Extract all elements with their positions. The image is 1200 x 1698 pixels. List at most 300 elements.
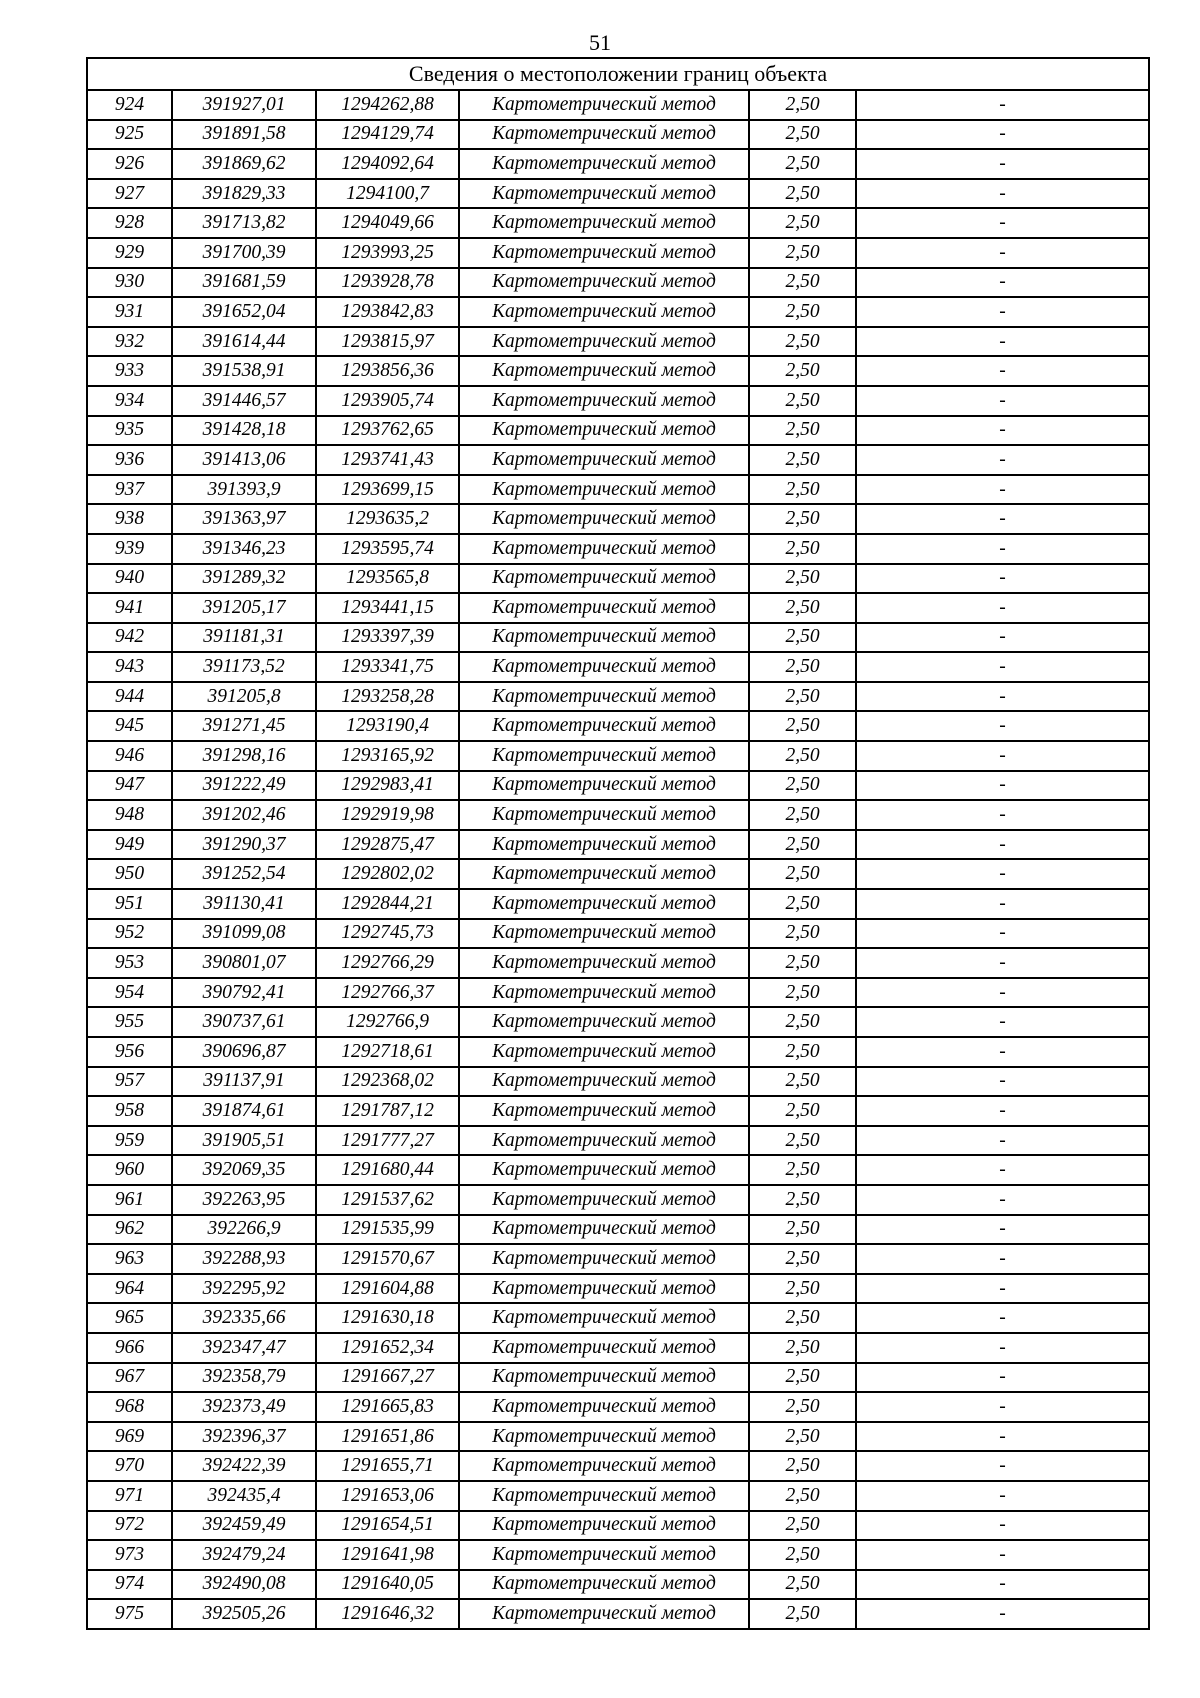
accuracy-cell: 2,50 [749,711,856,741]
point-number-cell: 961 [87,1185,172,1215]
method-cell: Картометрический метод [459,504,749,534]
accuracy-cell: 2,50 [749,1570,856,1600]
method-cell: Картометрический метод [459,889,749,919]
y-coordinate-cell: 1293397,39 [316,623,459,653]
accuracy-cell: 2,50 [749,889,856,919]
method-cell: Картометрический метод [459,534,749,564]
accuracy-cell: 2,50 [749,652,856,682]
accuracy-cell: 2,50 [749,1451,856,1481]
point-number-cell: 967 [87,1363,172,1393]
y-coordinate-cell: 1292766,37 [316,978,459,1008]
y-coordinate-cell: 1294092,64 [316,149,459,179]
method-cell: Картометрический метод [459,1570,749,1600]
method-cell: Картометрический метод [459,741,749,771]
note-cell: - [856,711,1149,741]
note-cell: - [856,1244,1149,1274]
point-number-cell: 955 [87,1007,172,1037]
method-cell: Картометрический метод [459,919,749,949]
accuracy-cell: 2,50 [749,386,856,416]
table-row [87,593,1149,623]
x-coordinate-cell: 392505,26 [172,1599,316,1629]
method-cell: Картометрический метод [459,1037,749,1067]
accuracy-cell: 2,50 [749,445,856,475]
point-number-cell: 932 [87,327,172,357]
table-row [87,564,1149,594]
note-cell: - [856,386,1149,416]
note-cell: - [856,1511,1149,1541]
point-number-cell: 968 [87,1392,172,1422]
table-title-row [87,58,1149,90]
y-coordinate-cell: 1291680,44 [316,1155,459,1185]
note-cell: - [856,978,1149,1008]
point-number-cell: 926 [87,149,172,179]
method-cell: Картометрический метод [459,1096,749,1126]
y-coordinate-cell: 1294129,74 [316,120,459,150]
x-coordinate-cell: 391905,51 [172,1126,316,1156]
point-number-cell: 929 [87,238,172,268]
y-coordinate-cell: 1292745,73 [316,919,459,949]
point-number-cell: 946 [87,741,172,771]
method-cell: Картометрический метод [459,1363,749,1393]
note-cell: - [856,238,1149,268]
method-cell: Картометрический метод [459,623,749,653]
table-row [87,504,1149,534]
method-cell: Картометрический метод [459,800,749,830]
point-number-cell: 933 [87,356,172,386]
table-row [87,1570,1149,1600]
table-row [87,356,1149,386]
note-cell: - [856,859,1149,889]
x-coordinate-cell: 392295,92 [172,1274,316,1304]
point-number-cell: 928 [87,208,172,238]
table-row [87,711,1149,741]
y-coordinate-cell: 1293741,43 [316,445,459,475]
note-cell: - [856,1215,1149,1245]
point-number-cell: 950 [87,859,172,889]
x-coordinate-cell: 392288,93 [172,1244,316,1274]
note-cell: - [856,1451,1149,1481]
point-number-cell: 943 [87,652,172,682]
note-cell: - [856,830,1149,860]
y-coordinate-cell: 1291651,86 [316,1422,459,1452]
y-coordinate-cell: 1293905,74 [316,386,459,416]
x-coordinate-cell: 391538,91 [172,356,316,386]
method-cell: Картометрический метод [459,238,749,268]
method-cell: Картометрический метод [459,297,749,327]
point-number-cell: 969 [87,1422,172,1452]
x-coordinate-cell: 391681,59 [172,268,316,298]
table-row [87,386,1149,416]
x-coordinate-cell: 392335,66 [172,1303,316,1333]
note-cell: - [856,1599,1149,1629]
y-coordinate-cell: 1294262,88 [316,90,459,120]
table-row [87,416,1149,446]
method-cell: Картометрический метод [459,859,749,889]
point-number-cell: 965 [87,1303,172,1333]
point-number-cell: 974 [87,1570,172,1600]
y-coordinate-cell: 1292875,47 [316,830,459,860]
y-coordinate-cell: 1293341,75 [316,652,459,682]
x-coordinate-cell: 392479,24 [172,1540,316,1570]
accuracy-cell: 2,50 [749,978,856,1008]
point-number-cell: 951 [87,889,172,919]
note-cell: - [856,564,1149,594]
table-row [87,1244,1149,1274]
boundary-coordinates-table [86,57,1150,1630]
method-cell: Картометрический метод [459,1511,749,1541]
accuracy-cell: 2,50 [749,149,856,179]
table-row [87,1422,1149,1452]
y-coordinate-cell: 1291655,71 [316,1451,459,1481]
point-number-cell: 971 [87,1481,172,1511]
y-coordinate-cell: 1291535,99 [316,1215,459,1245]
table-row [87,1511,1149,1541]
y-coordinate-cell: 1291537,62 [316,1185,459,1215]
accuracy-cell: 2,50 [749,948,856,978]
accuracy-cell: 2,50 [749,564,856,594]
note-cell: - [856,1185,1149,1215]
accuracy-cell: 2,50 [749,504,856,534]
x-coordinate-cell: 391614,44 [172,327,316,357]
x-coordinate-cell: 392263,95 [172,1185,316,1215]
point-number-cell: 975 [87,1599,172,1629]
table-row [87,179,1149,209]
boundary-table-container [86,57,1148,1630]
note-cell: - [856,919,1149,949]
table-row [87,978,1149,1008]
y-coordinate-cell: 1293762,65 [316,416,459,446]
table-row [87,1274,1149,1304]
note-cell: - [856,1303,1149,1333]
y-coordinate-cell: 1291777,27 [316,1126,459,1156]
point-number-cell: 925 [87,120,172,150]
note-cell: - [856,90,1149,120]
y-coordinate-cell: 1291652,34 [316,1333,459,1363]
table-row [87,1067,1149,1097]
accuracy-cell: 2,50 [749,1540,856,1570]
method-cell: Картометрический метод [459,1481,749,1511]
accuracy-cell: 2,50 [749,593,856,623]
x-coordinate-cell: 391700,39 [172,238,316,268]
x-coordinate-cell: 391713,82 [172,208,316,238]
table-row [87,1392,1149,1422]
y-coordinate-cell: 1291667,27 [316,1363,459,1393]
note-cell: - [856,1333,1149,1363]
point-number-cell: 957 [87,1067,172,1097]
x-coordinate-cell: 391222,49 [172,771,316,801]
method-cell: Картометрический метод [459,1451,749,1481]
table-row [87,149,1149,179]
note-cell: - [856,356,1149,386]
y-coordinate-cell: 1291787,12 [316,1096,459,1126]
table-row [87,1303,1149,1333]
accuracy-cell: 2,50 [749,1185,856,1215]
y-coordinate-cell: 1292844,21 [316,889,459,919]
point-number-cell: 956 [87,1037,172,1067]
y-coordinate-cell: 1293441,15 [316,593,459,623]
x-coordinate-cell: 391202,46 [172,800,316,830]
x-coordinate-cell: 392358,79 [172,1363,316,1393]
x-coordinate-cell: 391289,32 [172,564,316,594]
method-cell: Картометрический метод [459,978,749,1008]
page-number: 51 [589,30,611,55]
accuracy-cell: 2,50 [749,859,856,889]
x-coordinate-cell: 390792,41 [172,978,316,1008]
table-row [87,1451,1149,1481]
point-number-cell: 958 [87,1096,172,1126]
y-coordinate-cell: 1292983,41 [316,771,459,801]
method-cell: Картометрический метод [459,1155,749,1185]
y-coordinate-cell: 1291604,88 [316,1274,459,1304]
note-cell: - [856,149,1149,179]
note-cell: - [856,297,1149,327]
method-cell: Картометрический метод [459,1333,749,1363]
method-cell: Картометрический метод [459,1540,749,1570]
note-cell: - [856,416,1149,446]
table-row [87,919,1149,949]
x-coordinate-cell: 391205,17 [172,593,316,623]
x-coordinate-cell: 391869,62 [172,149,316,179]
x-coordinate-cell: 391393,9 [172,475,316,505]
point-number-cell: 960 [87,1155,172,1185]
point-number-cell: 931 [87,297,172,327]
accuracy-cell: 2,50 [749,238,856,268]
point-number-cell: 942 [87,623,172,653]
y-coordinate-cell: 1291646,32 [316,1599,459,1629]
accuracy-cell: 2,50 [749,1037,856,1067]
method-cell: Картометрический метод [459,1126,749,1156]
table-row [87,534,1149,564]
accuracy-cell: 2,50 [749,1067,856,1097]
table-row [87,889,1149,919]
note-cell: - [856,652,1149,682]
point-number-cell: 934 [87,386,172,416]
table-row [87,268,1149,298]
note-cell: - [856,800,1149,830]
note-cell: - [856,1096,1149,1126]
y-coordinate-cell: 1292718,61 [316,1037,459,1067]
point-number-cell: 941 [87,593,172,623]
x-coordinate-cell: 391271,45 [172,711,316,741]
y-coordinate-cell: 1291641,98 [316,1540,459,1570]
method-cell: Картометрический метод [459,1007,749,1037]
accuracy-cell: 2,50 [749,1274,856,1304]
table-row [87,1540,1149,1570]
y-coordinate-cell: 1293190,4 [316,711,459,741]
note-cell: - [856,1126,1149,1156]
y-coordinate-cell: 1291570,67 [316,1244,459,1274]
x-coordinate-cell: 392459,49 [172,1511,316,1541]
accuracy-cell: 2,50 [749,919,856,949]
x-coordinate-cell: 391346,23 [172,534,316,564]
x-coordinate-cell: 391252,54 [172,859,316,889]
point-number-cell: 959 [87,1126,172,1156]
note-cell: - [856,1007,1149,1037]
accuracy-cell: 2,50 [749,208,856,238]
note-cell: - [856,1570,1149,1600]
table-row [87,1037,1149,1067]
note-cell: - [856,475,1149,505]
accuracy-cell: 2,50 [749,1422,856,1452]
method-cell: Картометрический метод [459,682,749,712]
y-coordinate-cell: 1292802,02 [316,859,459,889]
y-coordinate-cell: 1293595,74 [316,534,459,564]
note-cell: - [856,1274,1149,1304]
y-coordinate-cell: 1292919,98 [316,800,459,830]
method-cell: Картометрический метод [459,1215,749,1245]
point-number-cell: 924 [87,90,172,120]
table-body [87,90,1149,1629]
method-cell: Картометрический метод [459,149,749,179]
note-cell: - [856,771,1149,801]
y-coordinate-cell: 1292766,29 [316,948,459,978]
point-number-cell: 954 [87,978,172,1008]
table-row [87,1126,1149,1156]
accuracy-cell: 2,50 [749,268,856,298]
table-row [87,859,1149,889]
accuracy-cell: 2,50 [749,1363,856,1393]
y-coordinate-cell: 1293842,83 [316,297,459,327]
method-cell: Картометрический метод [459,1599,749,1629]
y-coordinate-cell: 1293699,15 [316,475,459,505]
method-cell: Картометрический метод [459,1422,749,1452]
table-row [87,120,1149,150]
note-cell: - [856,623,1149,653]
method-cell: Картометрический метод [459,1274,749,1304]
note-cell: - [856,504,1149,534]
note-cell: - [856,1481,1149,1511]
method-cell: Картометрический метод [459,1392,749,1422]
point-number-cell: 952 [87,919,172,949]
x-coordinate-cell: 391446,57 [172,386,316,416]
point-number-cell: 973 [87,1540,172,1570]
x-coordinate-cell: 390801,07 [172,948,316,978]
x-coordinate-cell: 391181,31 [172,623,316,653]
y-coordinate-cell: 1293165,92 [316,741,459,771]
note-cell: - [856,179,1149,209]
x-coordinate-cell: 392373,49 [172,1392,316,1422]
accuracy-cell: 2,50 [749,1007,856,1037]
table-row [87,1333,1149,1363]
method-cell: Картометрический метод [459,564,749,594]
accuracy-cell: 2,50 [749,1096,856,1126]
method-cell: Картометрический метод [459,830,749,860]
x-coordinate-cell: 392069,35 [172,1155,316,1185]
table-row [87,652,1149,682]
method-cell: Картометрический метод [459,445,749,475]
x-coordinate-cell: 391205,8 [172,682,316,712]
note-cell: - [856,120,1149,150]
point-number-cell: 953 [87,948,172,978]
table-row [87,90,1149,120]
note-cell: - [856,1392,1149,1422]
accuracy-cell: 2,50 [749,1511,856,1541]
note-cell: - [856,682,1149,712]
point-number-cell: 944 [87,682,172,712]
note-cell: - [856,1155,1149,1185]
y-coordinate-cell: 1291665,83 [316,1392,459,1422]
y-coordinate-cell: 1293635,2 [316,504,459,534]
point-number-cell: 937 [87,475,172,505]
x-coordinate-cell: 391298,16 [172,741,316,771]
x-coordinate-cell: 391891,58 [172,120,316,150]
accuracy-cell: 2,50 [749,179,856,209]
note-cell: - [856,889,1149,919]
method-cell: Картометрический метод [459,948,749,978]
accuracy-cell: 2,50 [749,1303,856,1333]
method-cell: Картометрический метод [459,475,749,505]
table-row [87,948,1149,978]
accuracy-cell: 2,50 [749,682,856,712]
accuracy-cell: 2,50 [749,1392,856,1422]
x-coordinate-cell: 391130,41 [172,889,316,919]
x-coordinate-cell: 391099,08 [172,919,316,949]
table-row [87,800,1149,830]
point-number-cell: 945 [87,711,172,741]
note-cell: - [856,1540,1149,1570]
x-coordinate-cell: 391927,01 [172,90,316,120]
note-cell: - [856,268,1149,298]
accuracy-cell: 2,50 [749,1155,856,1185]
accuracy-cell: 2,50 [749,297,856,327]
table-row [87,1215,1149,1245]
y-coordinate-cell: 1293815,97 [316,327,459,357]
table-title: Сведения о местоположении границ объекта [87,58,1149,90]
point-number-cell: 940 [87,564,172,594]
y-coordinate-cell: 1293993,25 [316,238,459,268]
y-coordinate-cell: 1292368,02 [316,1067,459,1097]
method-cell: Картометрический метод [459,593,749,623]
method-cell: Картометрический метод [459,1185,749,1215]
accuracy-cell: 2,50 [749,623,856,653]
accuracy-cell: 2,50 [749,1244,856,1274]
accuracy-cell: 2,50 [749,1126,856,1156]
point-number-cell: 938 [87,504,172,534]
accuracy-cell: 2,50 [749,416,856,446]
note-cell: - [856,208,1149,238]
x-coordinate-cell: 392490,08 [172,1570,316,1600]
x-coordinate-cell: 391428,18 [172,416,316,446]
y-coordinate-cell: 1294049,66 [316,208,459,238]
y-coordinate-cell: 1291630,18 [316,1303,459,1333]
point-number-cell: 949 [87,830,172,860]
accuracy-cell: 2,50 [749,1215,856,1245]
note-cell: - [856,534,1149,564]
table-row [87,623,1149,653]
method-cell: Картометрический метод [459,711,749,741]
x-coordinate-cell: 391173,52 [172,652,316,682]
point-number-cell: 970 [87,1451,172,1481]
accuracy-cell: 2,50 [749,800,856,830]
point-number-cell: 930 [87,268,172,298]
table-row [87,1599,1149,1629]
x-coordinate-cell: 392396,37 [172,1422,316,1452]
table-row [87,1155,1149,1185]
point-number-cell: 963 [87,1244,172,1274]
table-row [87,1096,1149,1126]
accuracy-cell: 2,50 [749,830,856,860]
note-cell: - [856,948,1149,978]
table-row [87,830,1149,860]
method-cell: Картометрический метод [459,1067,749,1097]
x-coordinate-cell: 390737,61 [172,1007,316,1037]
method-cell: Картометрический метод [459,120,749,150]
method-cell: Картометрический метод [459,208,749,238]
method-cell: Картометрический метод [459,356,749,386]
accuracy-cell: 2,50 [749,1599,856,1629]
x-coordinate-cell: 391874,61 [172,1096,316,1126]
point-number-cell: 966 [87,1333,172,1363]
